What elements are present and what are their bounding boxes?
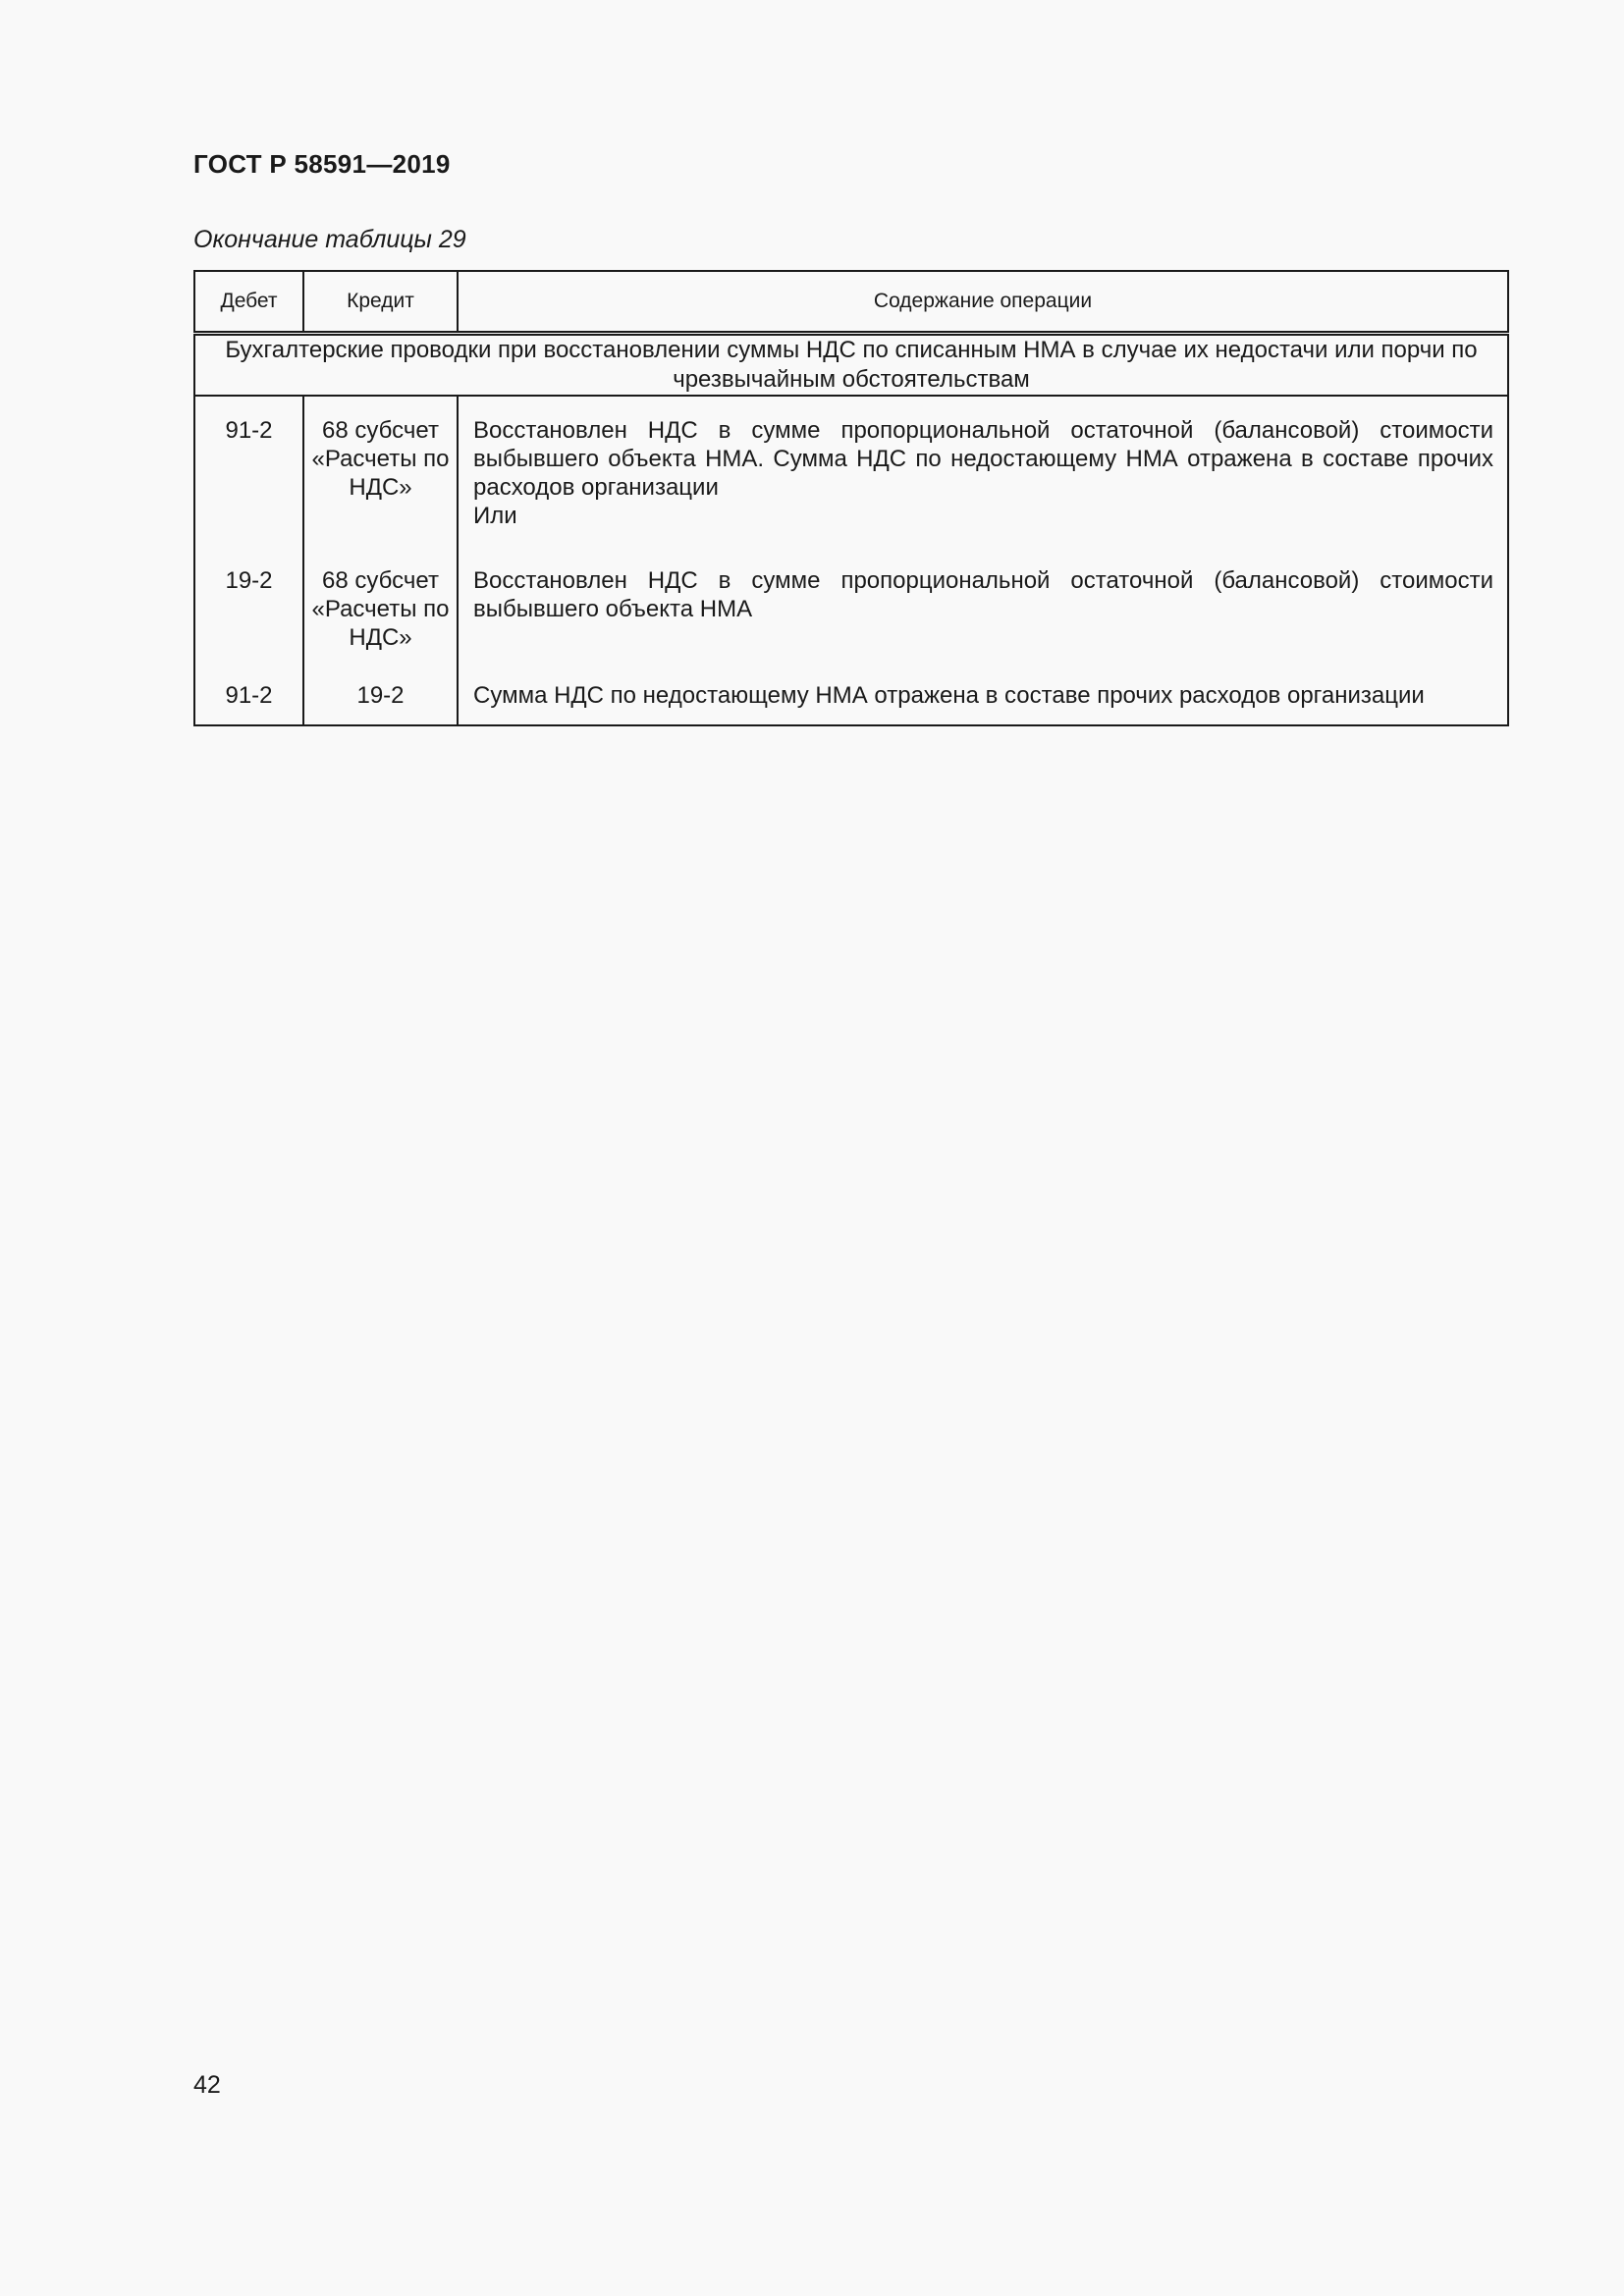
content-cell: Сумма НДС по недостающему НМА отражена в составе прочих расходов организации xyxy=(458,673,1508,725)
debit-cell: 19-2 xyxy=(194,550,303,673)
column-header-credit: Кредит xyxy=(303,271,458,334)
credit-cell: 19-2 xyxy=(303,673,458,725)
credit-cell: 68 субсчет «Расчеты по НДС» xyxy=(303,396,458,550)
page-number: 42 xyxy=(193,2071,221,2099)
content-cell xyxy=(458,396,1508,550)
debit-cell: 91-2 xyxy=(194,673,303,725)
document-id: ГОСТ Р 58591—2019 xyxy=(193,149,451,179)
table-row xyxy=(194,673,1508,725)
content-note: Или xyxy=(473,503,517,529)
content-cell: Восстановлен НДС в сумме пропорциональной остаточной (балансовой) стоимости выбывшего объекта НМА xyxy=(458,550,1508,673)
table-row xyxy=(194,396,1508,550)
column-header-content: Содержание операции xyxy=(458,271,1508,334)
column-header-debit: Дебет xyxy=(194,271,303,334)
table-section-row xyxy=(194,334,1508,397)
operations-table xyxy=(193,270,1509,726)
debit-cell: 91-2 xyxy=(194,396,303,550)
content-text: Восстановлен НДС в сумме пропорциональной остаточной (балансовой) стоимости выбывшего объекта НМА. Сумма НДС по недостающему НМА отражена в составе прочих расходов организации xyxy=(473,417,1493,501)
section-title: Бухгалтерские проводки при восстановлении суммы НДС по списанным НМА в случае их недостачи или порчи по чрезвычайным обстоятельствам xyxy=(194,334,1508,397)
credit-cell: 68 субсчет «Расчеты по НДС» xyxy=(303,550,458,673)
table-row xyxy=(194,550,1508,673)
table-caption: Окончание таблицы 29 xyxy=(193,226,466,253)
table-header-row xyxy=(194,271,1508,334)
